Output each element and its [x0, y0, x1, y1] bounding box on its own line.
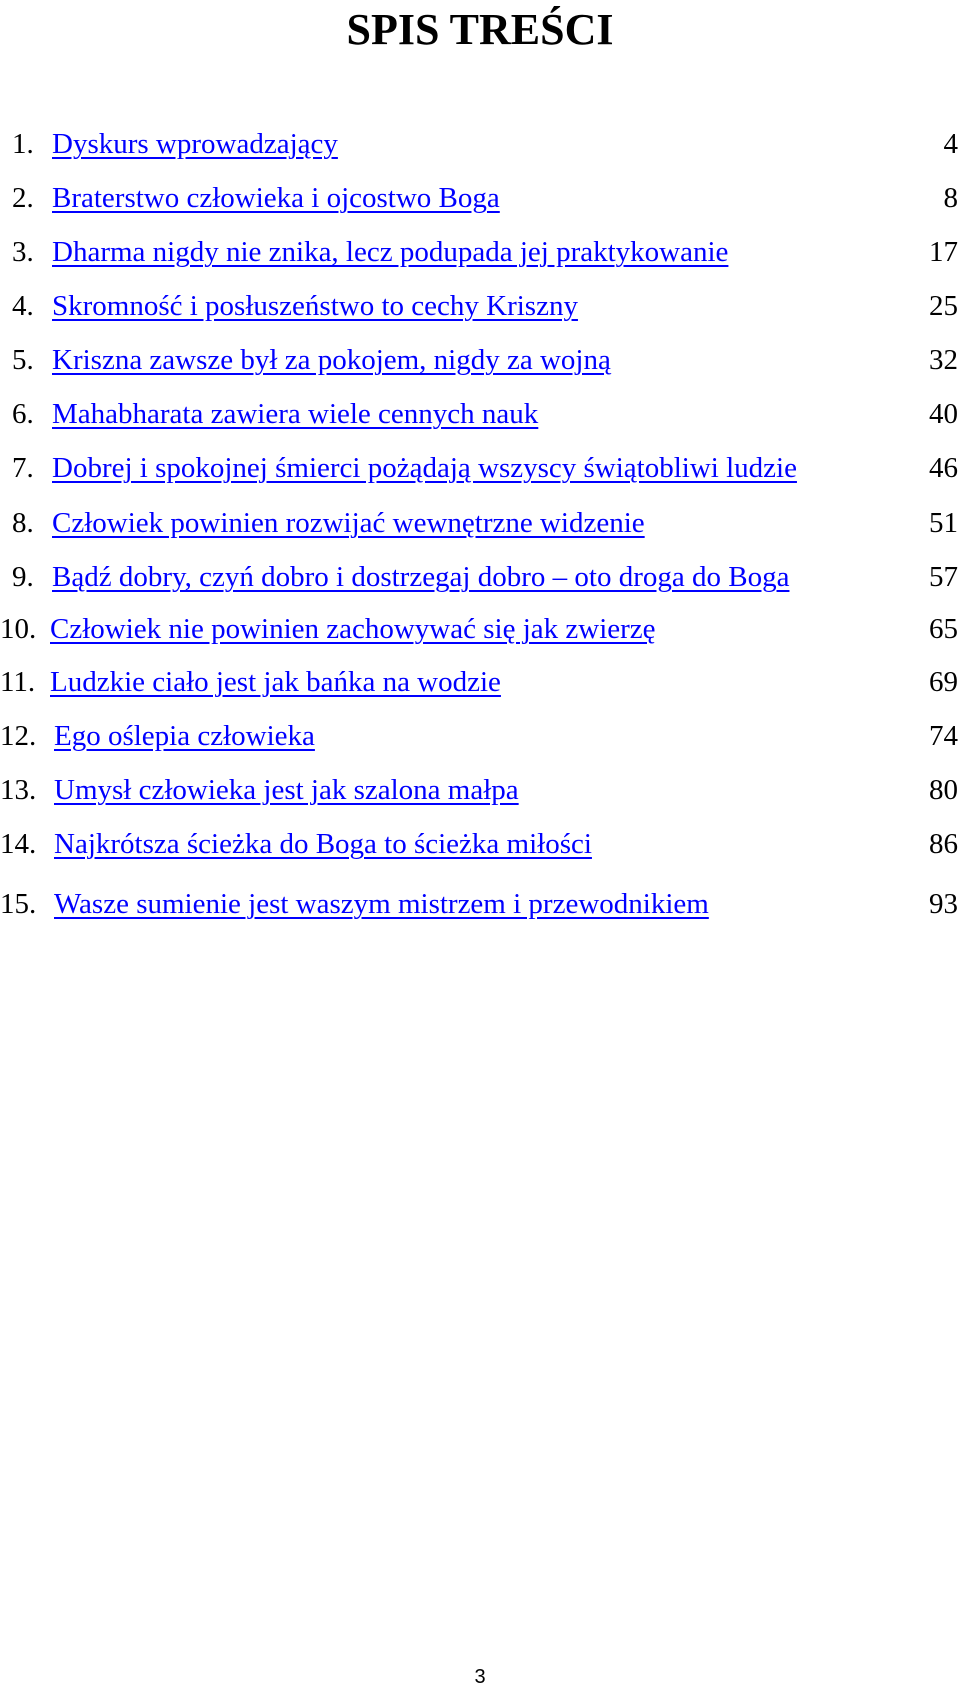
toc-entry-9	[0, 557, 960, 597]
page-number: 3	[474, 1666, 486, 1688]
entry-number: 6.	[12, 398, 34, 430]
entry-number: 14.	[0, 828, 37, 860]
entry-page-number: 80	[929, 774, 958, 806]
entry-number: 3.	[12, 236, 34, 268]
entry-page-number: 17	[929, 236, 958, 268]
entry-page-number: 32	[929, 344, 958, 376]
toc-entry-7	[0, 448, 960, 488]
entry-link[interactable]: Dyskurs wprowadzający	[52, 128, 338, 160]
entry-link[interactable]: Najkrótsza ścieżka do Boga to ścieżka miłości	[54, 828, 592, 860]
entry-page-number: 25	[929, 290, 958, 322]
entry-page-number: 51	[929, 507, 958, 539]
entry-page-number: 65	[929, 613, 958, 645]
entry-number: 2.	[12, 182, 34, 214]
entry-link[interactable]: Ego oślepia człowieka	[54, 720, 315, 752]
entry-page-number: 93	[929, 888, 958, 920]
toc-entry-4	[0, 286, 960, 326]
toc-entry-5	[0, 340, 960, 380]
toc-entry-10	[0, 609, 960, 649]
entry-number: 7.	[12, 452, 34, 484]
toc-entry-2	[0, 178, 960, 218]
entry-page-number: 69	[929, 666, 958, 698]
entry-link[interactable]: Kriszna zawsze był za pokojem, nigdy za wojną	[52, 344, 611, 376]
entry-link[interactable]: Mahabharata zawiera wiele cennych nauk	[52, 398, 539, 430]
entry-link[interactable]: Dobrej i spokojnej śmierci pożądają wszyscy świątobliwi ludzie	[52, 452, 797, 484]
entry-page-number: 57	[929, 561, 958, 593]
entry-number: 10.	[0, 613, 37, 645]
entry-page-number: 4	[943, 128, 958, 160]
entry-number: 4.	[12, 290, 34, 322]
toc-entry-8	[0, 503, 960, 543]
page-title: SPIS TREŚCI	[346, 5, 614, 54]
entry-link[interactable]: Braterstwo człowieka i ojcostwo Boga	[52, 182, 500, 214]
entry-number: 5.	[12, 344, 34, 376]
toc-entry-14	[0, 824, 960, 864]
toc-entry-1	[0, 124, 960, 164]
toc-entry-13	[0, 770, 960, 810]
entry-number: 8.	[12, 507, 34, 539]
toc-entry-3	[0, 232, 960, 272]
toc-entry-15	[0, 884, 960, 924]
entry-number: 12.	[0, 720, 37, 752]
entry-link[interactable]: Ludzkie ciało jest jak bańka na wodzie	[50, 666, 501, 698]
entry-link[interactable]: Dharma nigdy nie znika, lecz podupada jej praktykowanie	[52, 236, 729, 268]
entry-page-number: 86	[929, 828, 958, 860]
entry-link[interactable]: Umysł człowieka jest jak szalona małpa	[54, 774, 519, 806]
entry-number: 1.	[12, 128, 34, 160]
entry-page-number: 8	[943, 182, 958, 214]
entry-page-number: 40	[929, 398, 958, 430]
entry-number: 15.	[0, 888, 37, 920]
entry-link[interactable]: Człowiek powinien rozwijać wewnętrzne widzenie	[52, 507, 645, 539]
entry-page-number: 46	[929, 452, 958, 484]
entry-link[interactable]: Bądź dobry, czyń dobro i dostrzegaj dobro – oto droga do Boga	[52, 561, 790, 593]
entry-number: 13.	[0, 774, 37, 806]
entry-link[interactable]: Wasze sumienie jest waszym mistrzem i przewodnikiem	[54, 888, 709, 920]
entry-link[interactable]: Skromność i posłuszeństwo to cechy Kriszny	[52, 290, 578, 322]
entry-page-number: 74	[929, 720, 958, 752]
entry-link[interactable]: Człowiek nie powinien zachowywać się jak zwierzę	[50, 613, 656, 645]
toc-entry-11	[0, 662, 960, 702]
toc-entry-12	[0, 716, 960, 756]
entry-number: 11.	[0, 666, 36, 698]
entry-number: 9.	[12, 561, 34, 593]
toc-entry-6	[0, 394, 960, 434]
